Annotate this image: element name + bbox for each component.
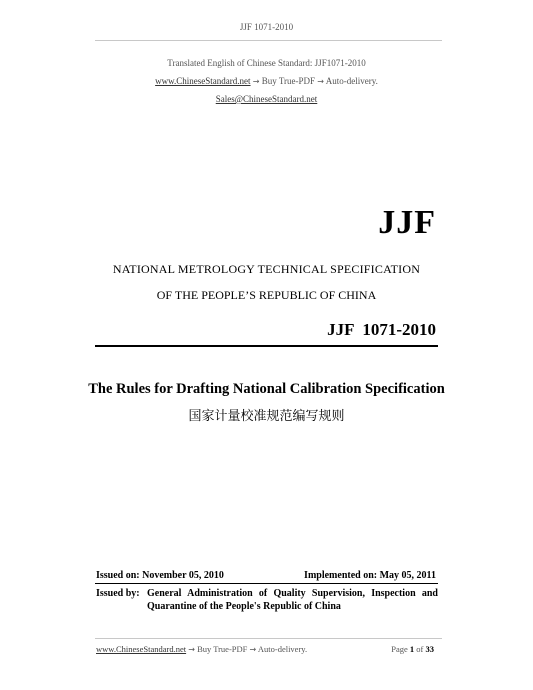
page-number: 1 <box>409 644 415 654</box>
jjf-logo: JJF <box>378 204 436 241</box>
issuer-line1: General Administration of Quality Supervision, Inspection and <box>147 588 438 599</box>
arrow-right-icon: → <box>317 77 324 86</box>
dates-divider <box>95 583 438 584</box>
buy-text: Buy True-PDF <box>259 76 318 86</box>
spec-title-line1: NATIONAL METROLOGY TECHNICAL SPECIFICATION <box>112 262 421 276</box>
arrow-right-icon: → <box>252 77 260 86</box>
page-indicator <box>391 644 434 654</box>
spec-title-line2: OF THE PEOPLE’S REPUBLIC OF CHINA <box>156 288 377 302</box>
issued-date: Issued on: November 05, 2010 <box>96 570 224 581</box>
email-line <box>0 94 533 104</box>
arrow-right-icon: → <box>249 645 257 654</box>
header-divider <box>95 40 442 41</box>
site-link[interactable]: www.ChineseStandard.net <box>155 76 251 86</box>
total-pages: 33 <box>425 644 434 654</box>
email-link[interactable]: Sales@ChineseStandard.net <box>215 94 318 104</box>
of-label: of <box>416 644 424 654</box>
footer-delivery-text: Auto-delivery. <box>256 644 308 654</box>
footer-site-link[interactable]: www.ChineseStandard.net <box>96 644 187 654</box>
buy-notice <box>0 76 533 86</box>
issuer-line2: Quarantine of the People's Republic of China <box>147 601 341 612</box>
translation-notice: Translated English of Chinese Standard: JJF1071-2010 <box>167 58 366 68</box>
implemented-date: Implemented on: May 05, 2011 <box>304 570 436 581</box>
issuer-label: Issued by: <box>96 588 140 599</box>
footer-buy-notice <box>96 644 307 654</box>
code-divider <box>95 345 438 347</box>
footer-buy-text: Buy True-PDF <box>194 644 250 654</box>
standard-code: JJF 1071-2010 <box>327 320 436 339</box>
arrow-right-icon: → <box>188 645 195 654</box>
running-header: JJF 1071-2010 <box>239 22 294 32</box>
footer-divider <box>95 638 442 639</box>
delivery-text: Auto-delivery. <box>323 76 378 86</box>
page-label: Page <box>391 644 408 654</box>
document-title: The Rules for Drafting National Calibration Specification <box>88 381 445 397</box>
document-title-chinese: 国家计量校准规范编写规则 <box>188 409 345 424</box>
